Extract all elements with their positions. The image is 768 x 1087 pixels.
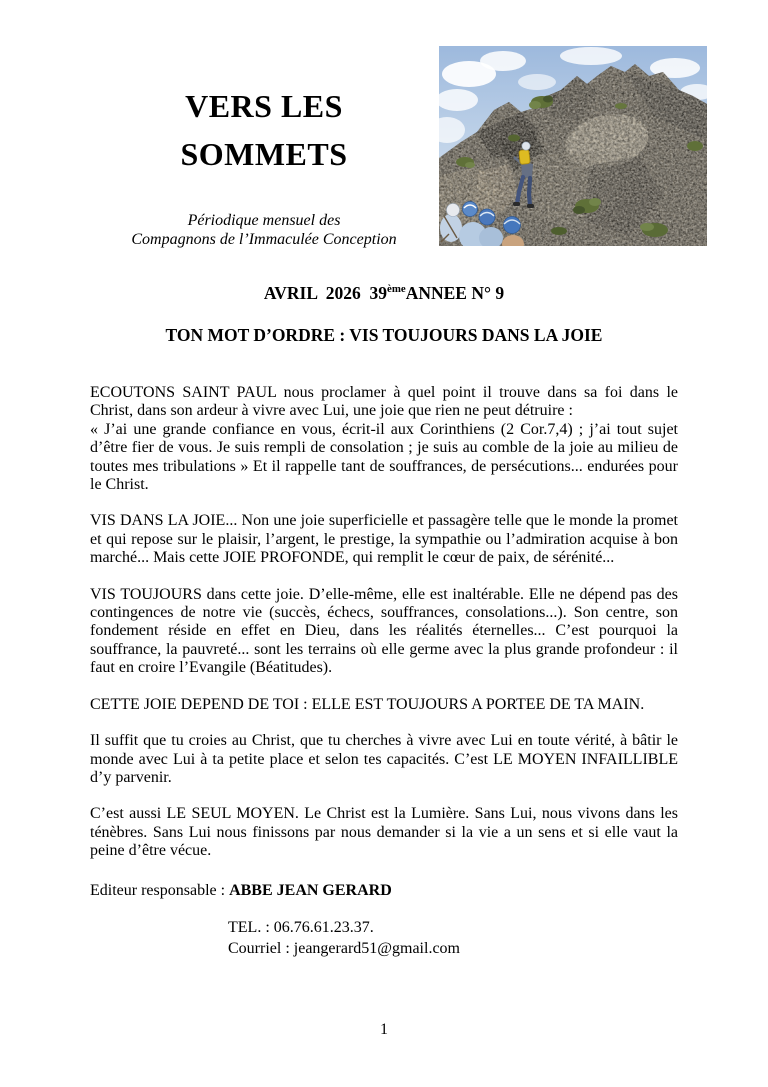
paragraph-2: VIS DANS LA JOIE... Non une joie superficielle et passagère telle que le monde la promet et qui repose sur le plaisir, l’argent, le prestige, la sympathie ou l’admiration acquise à bon marché... Mais cette JOIE PROFONDE, qui remplit le cœur de paix, de sérénité...	[90, 512, 678, 567]
issue-suffix: ANNEE N° 9	[405, 283, 505, 303]
paragraph-6: C’est aussi LE SEUL MOYEN. Le Christ est la Lumière. Sans Lui, nous vivons dans les ténèbres. Sans Lui nous finissons par nous demander si la vie a un sens et si elle vaut la peine d’être vécue.	[90, 805, 678, 860]
page-number: 1	[380, 1021, 388, 1038]
paragraph-4: CETTE JOIE DEPEND DE TOI : ELLE EST TOUJOURS A PORTEE DE TA MAIN.	[90, 695, 645, 713]
paragraph-1-line-1: ECOUTONS SAINT PAUL nous proclamer à quel point il trouve dans sa foi dans le Christ, dans son ardeur à vivre avec Lui, une joie que rien ne peut détruire :	[90, 384, 678, 420]
summit-photo	[439, 46, 707, 246]
paragraph-3: VIS TOUJOURS dans cette joie. D’elle-même, elle est inaltérable. Elle ne dépend pas des contingences de notre vie (succès, échecs, souffrances, consolations...). Son centre, son fondement réside en effet en Dieu, dans les réalités éternelles... C’est pourquoi la souffrance, la pauvreté... sont les terrains où elle germe avec la plus grande profondeur : il faut en croire l’Evangile (Béatitudes).	[90, 585, 678, 677]
contact-telephone: TEL. : 06.76.61.23.37.	[228, 919, 374, 936]
issue-superscript: ème	[387, 283, 406, 296]
editor-name: ABBE JEAN GERARD	[229, 882, 392, 899]
editor-line	[90, 882, 392, 900]
article-body	[90, 384, 678, 879]
newsletter-subtitle	[60, 211, 468, 249]
paragraph-1-line-2: « J’ai une grande confiance en vous, écrit-il aux Corinthiens (2 Cor.7,4) ; j’ai tout sujet d’être fier de vous. Je suis rempli de consolation ; je suis au comble de la joie au milieu de toutes mes tribulations » Et il rappelle tant de souffrances, de persécutions... endurées pour le Christ.	[90, 420, 678, 494]
subtitle-line-1: Périodique mensuel des	[187, 212, 341, 229]
issue-date-line	[90, 283, 678, 304]
editor-label: Editeur responsable :	[90, 882, 230, 899]
paragraph-1	[90, 384, 678, 494]
climbers-photo-illustration	[439, 46, 707, 246]
title-line-2: SOMMETS	[180, 136, 348, 172]
newsletter-title	[100, 82, 428, 178]
subtitle-line-2: Compagnons de l’Immaculée Conception	[131, 231, 397, 248]
headline: TON MOT D’ORDRE : VIS TOUJOURS DANS LA JOIE	[165, 325, 603, 345]
issue-prefix: AVRIL 2026 39	[263, 283, 388, 303]
title-line-1: VERS LES	[185, 88, 343, 124]
contact-email: Courriel : jeangerard51@gmail.com	[228, 940, 460, 957]
paragraph-5: Il suffit que tu croies au Christ, que tu cherches à vivre avec Lui en toute vérité, à bâtir le monde avec Lui à ta petite place et selon tes capacités. C’est LE MOYEN INFAILLIBLE d’y parvenir.	[90, 732, 678, 786]
